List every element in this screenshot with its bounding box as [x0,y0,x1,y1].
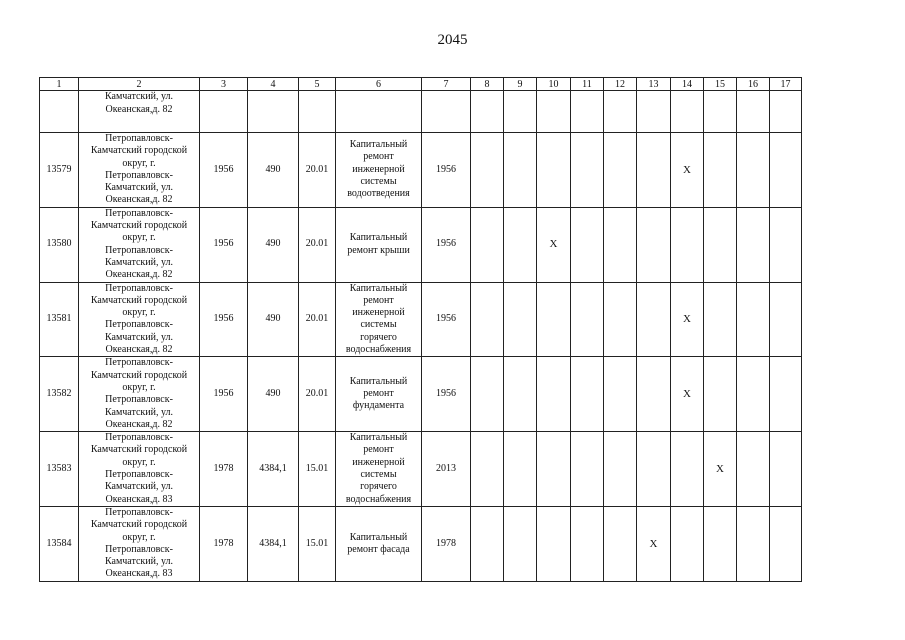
work-type-cell: Капитальный ремонт фундамента [336,357,422,432]
table-cell [571,506,604,581]
table-cell [471,207,504,282]
table-cell [471,357,504,432]
table-cell [737,133,770,208]
table-cell [704,357,737,432]
code-cell: 20.01 [299,133,336,208]
address-cell: Петропавловск- Камчатский городской округ, г. Петропавловск- Камчатский, ул. Океанская,д. 83 [79,506,200,581]
area-cell: 4384,1 [248,432,299,507]
record-id-cell: 13583 [40,432,79,507]
year-built-cell: 1978 [200,506,248,581]
table-cell [504,207,537,282]
table-cell [336,91,422,133]
column-header: 12 [604,78,637,91]
table-cell [504,506,537,581]
year-built-cell: 1956 [200,207,248,282]
year-built-cell: 1956 [200,357,248,432]
page-number: 2045 [437,32,468,48]
table-cell [571,432,604,507]
year-built-cell: 1978 [200,432,248,507]
table-cell [737,91,770,133]
table-row [40,282,802,357]
record-id-cell: 13581 [40,282,79,357]
table-cell [671,91,704,133]
year-cell: 1978 [422,506,471,581]
table-cell [737,357,770,432]
column-header: 2 [79,78,200,91]
table-cell [200,91,248,133]
address-cell: Петропавловск- Камчатский городской округ, г. Петропавловск- Камчатский, ул. Океанская,д. 83 [79,432,200,507]
mark-cell: X [704,432,737,507]
year-built-cell: 1956 [200,133,248,208]
column-header: 5 [299,78,336,91]
table-row [40,506,802,581]
column-header: 10 [537,78,571,91]
year-cell: 1956 [422,207,471,282]
column-header: 13 [637,78,671,91]
mark-cell: X [671,133,704,208]
table-cell [704,207,737,282]
table-cell [537,432,571,507]
record-id-cell: 13579 [40,133,79,208]
table-cell [571,133,604,208]
table-cell [571,357,604,432]
table-cell [471,432,504,507]
table-cell [537,506,571,581]
table-cell [770,207,802,282]
table-row [40,432,802,507]
table-cell [537,357,571,432]
table-cell [571,91,604,133]
table-cell [604,133,637,208]
table-cell [637,282,671,357]
column-header: 14 [671,78,704,91]
table-cell [671,207,704,282]
address-cell: Петропавловск- Камчатский городской округ, г. Петропавловск- Камчатский, ул. Океанская,д. 82 [79,357,200,432]
table-cell [471,282,504,357]
table-cell [737,432,770,507]
table-cell [504,282,537,357]
table-cell [704,91,737,133]
column-header: 16 [737,78,770,91]
code-cell: 20.01 [299,357,336,432]
address-cell: Петропавловск- Камчатский городской округ, г. Петропавловск- Камчатский, ул. Океанская,д. 82 [79,282,200,357]
table-cell [299,91,336,133]
year-built-cell: 1956 [200,282,248,357]
table-cell [504,432,537,507]
table-cell [671,506,704,581]
continuation-row [40,91,802,133]
code-cell: 15.01 [299,506,336,581]
table-cell [604,207,637,282]
table-cell [504,357,537,432]
column-header: 1 [40,78,79,91]
table-cell [637,207,671,282]
table-cell [770,357,802,432]
record-id-cell: 13584 [40,506,79,581]
work-type-cell: Капитальный ремонт фасада [336,506,422,581]
area-cell: 4384,1 [248,506,299,581]
work-type-cell: Капитальный ремонт инженерной системы горячего водоснабжения [336,282,422,357]
area-cell: 490 [248,133,299,208]
year-cell: 1956 [422,133,471,208]
table-cell [471,506,504,581]
table-cell [637,432,671,507]
table-cell [770,432,802,507]
table-cell [504,91,537,133]
table-cell [604,91,637,133]
table-cell [40,91,79,133]
record-id-cell: 13580 [40,207,79,282]
column-header: 7 [422,78,471,91]
year-cell: 1956 [422,357,471,432]
table-cell [604,357,637,432]
repair-register-table [39,77,802,582]
code-cell: 20.01 [299,282,336,357]
table-cell [537,91,571,133]
table-cell [770,133,802,208]
table-cell [604,282,637,357]
mark-cell: X [671,357,704,432]
table-cell [504,133,537,208]
area-cell: 490 [248,207,299,282]
table-cell [637,133,671,208]
address-cell: Петропавловск- Камчатский городской округ, г. Петропавловск- Камчатский, ул. Океанская,д. 82 [79,133,200,208]
mark-cell: X [637,506,671,581]
column-header: 11 [571,78,604,91]
table-cell [537,133,571,208]
record-id-cell: 13582 [40,357,79,432]
work-type-cell: Капитальный ремонт инженерной системы водоотведения [336,133,422,208]
column-header: 9 [504,78,537,91]
mark-cell: X [537,207,571,282]
table-cell [571,207,604,282]
table-cell [770,91,802,133]
address-cell: Петропавловск- Камчатский городской округ, г. Петропавловск- Камчатский, ул. Океанская,д. 82 [79,207,200,282]
table-cell [604,506,637,581]
table-row [40,207,802,282]
column-header: 15 [704,78,737,91]
table-cell [704,282,737,357]
table-cell [671,432,704,507]
column-header: 6 [336,78,422,91]
table-cell [571,282,604,357]
code-cell: 15.01 [299,432,336,507]
table-cell [704,506,737,581]
address-cell: Камчатский, ул. Океанская,д. 82 [79,91,200,133]
year-cell: 2013 [422,432,471,507]
column-header: 17 [770,78,802,91]
area-cell: 490 [248,357,299,432]
column-header: 8 [471,78,504,91]
area-cell: 490 [248,282,299,357]
table-cell [248,91,299,133]
code-cell: 20.01 [299,207,336,282]
header-row [40,78,802,91]
table-cell [737,506,770,581]
table-cell [471,91,504,133]
table-cell [637,357,671,432]
column-header: 3 [200,78,248,91]
table-cell [770,506,802,581]
column-header: 4 [248,78,299,91]
table-row [40,357,802,432]
year-cell: 1956 [422,282,471,357]
table-cell [471,133,504,208]
mark-cell: X [671,282,704,357]
table-cell [604,432,637,507]
table-cell [737,282,770,357]
table-cell [537,282,571,357]
table-cell [737,207,770,282]
table-cell [637,91,671,133]
work-type-cell: Капитальный ремонт инженерной системы горячего водоснабжения [336,432,422,507]
table-cell [770,282,802,357]
table-row [40,133,802,208]
table-cell [422,91,471,133]
work-type-cell: Капитальный ремонт крыши [336,207,422,282]
table-cell [704,133,737,208]
